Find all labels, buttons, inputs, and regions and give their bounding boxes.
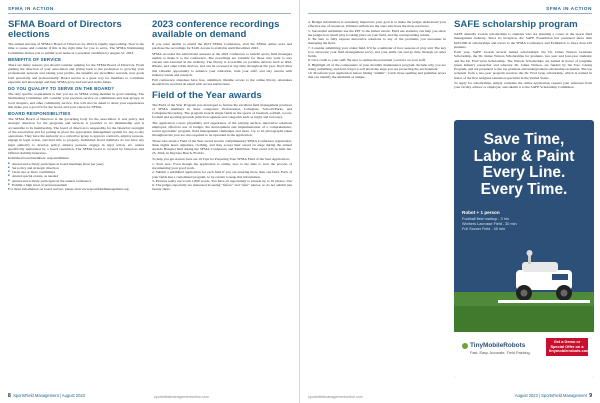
responsibilities-heading: BOARD RESPONSIBILITIES	[8, 111, 71, 117]
list-item: ■ Chair one or more committees	[8, 170, 144, 174]
scholarship-title: SAFE scholarship program	[454, 20, 578, 30]
list-item: ■ Attend and actively participate in board meetings (four per year)	[8, 162, 144, 166]
list-item: 3. Pictures really are worth 1,000 words. You have an opportunity to present up to 10 photos. Use it. The judges especially are interested in seeing "before" and "after" photos, so do not submit just beauty shots.	[152, 178, 292, 192]
right-page	[300, 0, 600, 403]
benefits-text: There are many reasons you should consider running for the SFMA Board of Directors. From guiding the direction of your association and giving back to the profession to growing your professional network and raising your profile, the benefits are incredible: rewards, new goals both personally and professionally. Board service is a great way for members to contribute expertise and knowledge and help SFMA grow and succeed in the future.	[8, 62, 144, 84]
qualify-text: The only specific requirement is that you are an SFMA voting member in good standing. The Nominating Committee will consider your previous service on committees and task groups, in local chapters, and other community service. You will also be asked to share your experiences that make you a good fit for the board, and your vision for SFMA.	[8, 92, 144, 109]
brand-name: TinyMobileRobots	[470, 342, 526, 349]
board-elections-column	[8, 20, 144, 388]
board-elections-intro: The annual election of SFMA's Board of Directors for 2024 is rapidly approaching. Now is the time to pause and consider if this is the right time for you to serve. The SFMA Nominating Committee invites you to submit your name as a potential candidate by August 31, 2023.	[8, 42, 144, 55]
benefits-heading: BENEFITS OF SERVICE	[8, 56, 62, 62]
conference-text-1: If you were unable to attend the 2023 SFMA Conference, visit the SFMA online store and purchase the recordings for $149. Access is available until December 2023.	[152, 42, 292, 51]
tips-list-continued	[308, 20, 446, 80]
page-number: 9	[589, 393, 592, 399]
scholarship-text-1: SAFE annually awards scholarships to students who are planning a career in the sports field management industry. Since its inception, the SAFE Foundation has presented more than $225,000 in scholarships and travel to the SFMA Conference and Exhibition to more than 235 students.	[454, 32, 592, 49]
tinymobilerobots-advertisement[interactable]	[454, 120, 594, 378]
scholarship-column	[454, 20, 592, 114]
running-head-left: SFMA IN ACTION	[8, 6, 54, 11]
list-item: 8. Give credit to your staff. Be sure to outline the personnel you have on your staff.	[308, 58, 426, 63]
conference-recordings-title: 2023 conference recordings available on demand	[152, 20, 280, 41]
list-item: 10. Proofread your application before hitting "submit". Catch those spelling and grammar errors that can identify the submittal as unique.	[308, 71, 446, 80]
responsibilities-text: The SFMA Board of Directors is the governing body for the association. It sets policy and strategic direction for the programs and services it provides to its membership and is accountable to its membership. The board of directors is responsible for the financial oversight of the association and for putting in place the appropriate management system for day-to-day operations. They have the authority as a collective group to approve contracts, employ persons, engage in legal action, and hold title to property. Individual board members do not have any legal authority to develop policy, employ persons, engage in legal action, etc. unless specifically authorized by a board resolution. The SFMA board is covered by Directors and Officers liability insurance.	[8, 117, 144, 156]
responsibilities-list	[8, 162, 144, 188]
footer-publication: SportsField Management | August 2023	[13, 393, 85, 398]
offer-line: Full Soccer Field - 45 min	[462, 227, 506, 231]
list-item: 7. Consider submitting your oldest field. It'll be a reminder of how seasons of play add. The key is to showcase your field management savvy, and your skills can and go time through on older fields.	[308, 45, 446, 58]
ad-offer	[462, 210, 528, 232]
footer-left	[8, 393, 85, 399]
list-item: 9. Highlight all of the components of your monthly maintenance program. Include why you are doing something, and don't forget to tell about the steps you are protecting the environment.	[308, 62, 446, 71]
offer-line: Workers Lacrosse Field - 30 min	[462, 222, 517, 226]
conference-text-2: SFMA recorded the educational sessions at the 2023 conference to benefit sports field managers unable to make it to the conference. The recordings are valuable for those who want to stay current and educated in the industry. The library is accessible on portable devices such as iPad, iPhone, and other tablet devices, and can be accessed at any time throughout the year. Don't miss this valuable opportunity to enhance your education, train your staff, and stay current with industry trends and research.	[152, 51, 292, 77]
header-divider	[8, 13, 291, 14]
list-item: ■ Attend special events, as needed	[8, 174, 144, 178]
footer-publication: August 2023 | SportsField Management	[514, 393, 587, 398]
footer-url-right[interactable]: sportsfieldmanagementonline.com	[308, 395, 363, 399]
list-item: ■ Attend and actively participate in the annual conference	[8, 179, 144, 183]
more-info-text: For more information on board service, please visit www.sportsfieldmanagement.org.	[8, 187, 130, 192]
field-of-year-text-2: The application covers playability and appearance of the playing surface, innovative solutions employed, effective use of budget, the development and implementation of a comprehensive, sound agronomic program, field management challenges and more. Up to 10 photographs taken throughout the year are also required to be uploaded in the application.	[152, 120, 292, 138]
header-divider	[308, 13, 592, 14]
ad-headline: Save Time, Labor & Paint Every Line. Every Time.	[473, 131, 575, 198]
page-number: 8	[8, 393, 11, 399]
qualify-heading: DO YOU QUALIFY TO SERVE ON THE BOARD?	[8, 86, 115, 92]
list-item: 5. Successful submittals use the PPT to the fullest extent. Field use statistics can help you show the judges how much play is taking place on your field, and the corresponding results.	[308, 28, 446, 37]
footer-url-left[interactable]: sportsfieldmanagementonline.com	[154, 395, 209, 399]
field-of-year-title: Field of the Year awards	[152, 89, 262, 101]
list-item: ■ Exhibit a high level of professionalism	[8, 183, 144, 187]
field-of-year-text-4: To help you get started, here are 10 Tips for Preparing Your SFMA Field of the Year Application:	[152, 156, 290, 161]
scholarship-text-2: Each year, SAFE awards several named scholarships: the Dr. James Watson Graduate Scholarship, the Dr. James Watson Scholarships for graduate, two-year and four-year students; and the Dr. Fred Grau Scholarship. The Watson Scholarships are named in honor of longtime green industry researcher and educator Dr. James Watson, are funded by the Toro Giving Program, and are presented to the top graduate and undergraduate scholarship recipients. The top recipient from a two-year program receives the Dr. Fred Grau scholarship, which is named in honor of the first turfgrass extension specialist in the United States.	[454, 50, 592, 80]
ad-footer	[454, 332, 594, 378]
offer-line: Football field markup - 3 hrs	[462, 217, 510, 221]
list-item: 6. Be sure to fully express innovative solutions to any of the problems you encounter in managing the field.	[308, 37, 446, 46]
tips-list	[152, 162, 292, 192]
board-elections-title: SFMA Board of Directors elections	[8, 20, 122, 41]
tips-continued-column	[308, 20, 446, 388]
running-head-right: SFMA IN ACTION	[546, 6, 592, 11]
brand-logo-icon	[462, 343, 468, 349]
line-marking-robot-icon	[498, 248, 590, 312]
brand-tagline: Fast. Easy. Accurate. Field Painting.	[470, 351, 531, 355]
footer-right	[515, 393, 592, 399]
list-item: 4. Budget information is extremely important; your goal is to make the judges understand your effective use of resources. Winners seldom are the ones who have the most resources.	[308, 20, 446, 29]
list-item: 1. Start now. Even though the application is online, now is the time to start the process of documenting your good work.	[152, 161, 292, 171]
conference-column	[152, 20, 292, 388]
offer-title: Robot + 1 person	[462, 210, 500, 215]
conference-text-3: Full conference attendees have free, unlimited, lifetime access to the online library. Attendees should have received an email with access instructions.	[152, 78, 292, 87]
list-item: 2. Submit a submitted application for each field if you are entering more than one field. Each of your fields has a customized program, so be certain to keep that information.	[152, 170, 292, 179]
individual-responsibilities-label: Individual board members' responsibilities:	[8, 156, 70, 161]
demo-offer-button[interactable]: Get a Demo or Special Offer on a tinymobilerobots.com	[546, 338, 588, 356]
field-of-year-text-1: The Field of the Year Program was developed to feature the excellent field management practices of SFMA members in three categories: Professional, Collegiate, Schools/Parks, and Collegiate/Secondary. The program awards single fields in the sports of baseball, softball, soccer, football and sporting grounds (which recognizes and categories such as rugby and lacrosse).	[152, 102, 292, 120]
scholarship-text-3: To apply for scholarships, simply complete the online application, request your reference from your faculty advisor or employer, and submit it to the SAFE Scholarship Committee.	[454, 80, 592, 90]
list-item: ■ Set policy and strategic direction	[8, 166, 144, 170]
field-of-year-text-3: Those who attain a Field of the Year award receive complimentary SFMA Conference registration, three nights hotel, signature, clothing, and they accept their award on stage during the annual Awards Banquet held during the SFMA Conference and Exhibition. That event will be held Jan. 25, 2024, in Daytona Beach, Florida.	[152, 138, 292, 156]
